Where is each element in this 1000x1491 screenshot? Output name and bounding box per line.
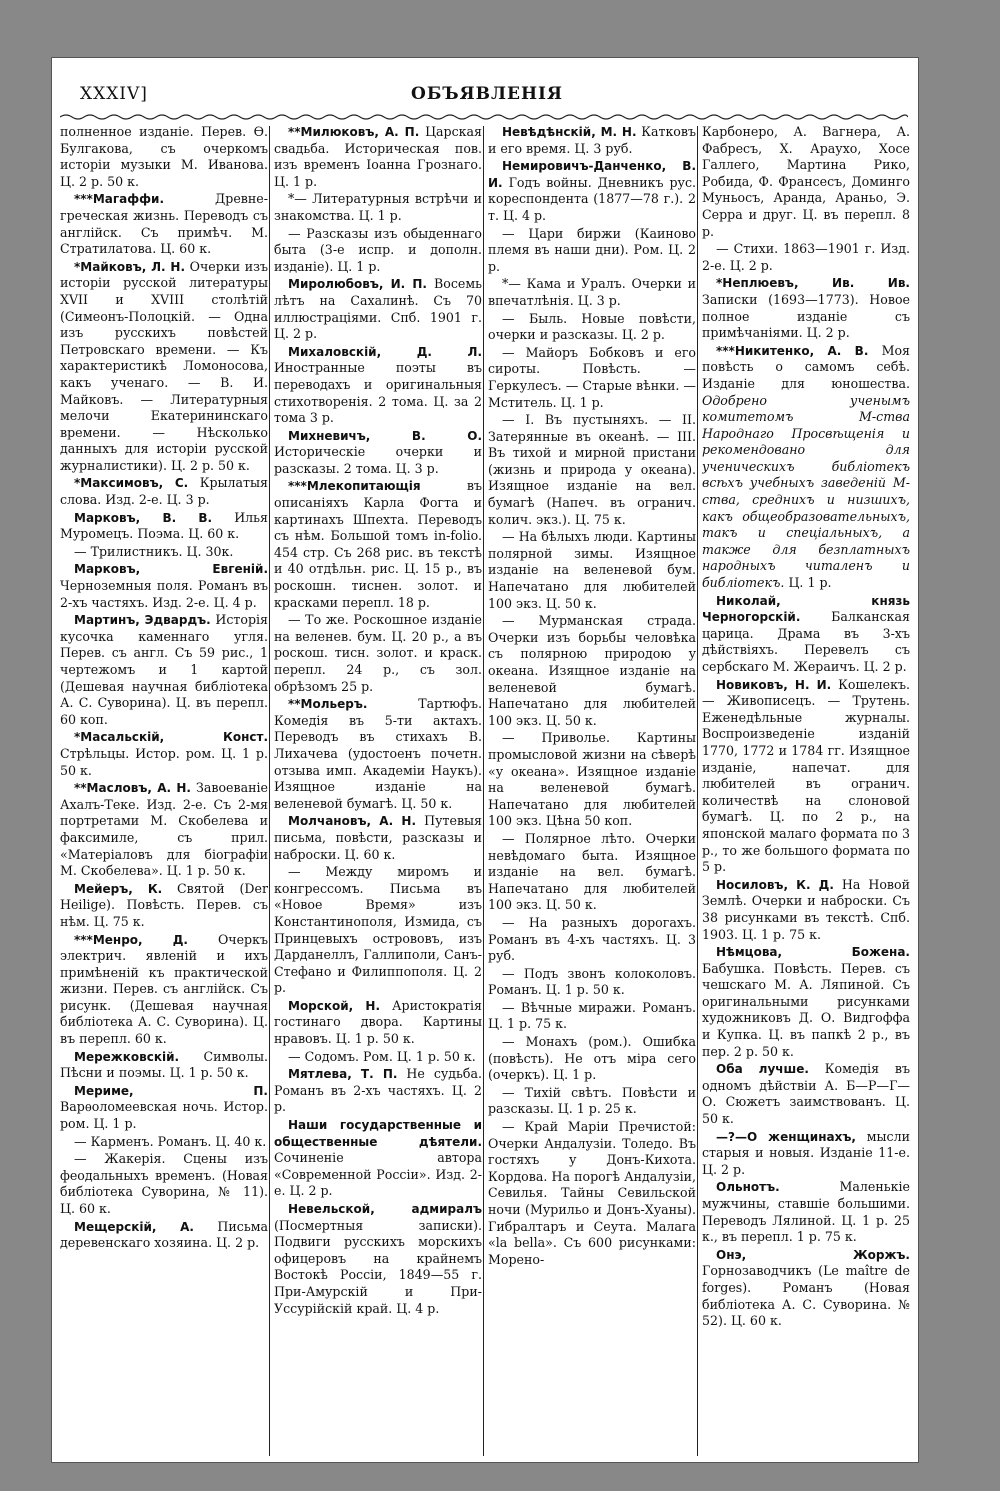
entry-text: Завоеваніе Ахалъ-Теке. Изд. 2-е. Съ 2-мя портретами М. Скобелева и факсимиле, съ прил. «Матеріаловъ для біографіи М. Скобелева». Ц. 1 р. 50 к. [60,780,268,879]
listing-entry [274,428,482,478]
entry-text: Илья Муромецъ. Поэма. Ц. 60 к. [60,509,268,542]
entry-text: Аристократія гостинаго двора. Картины нравовъ. Ц. 1 р. 50 к. [274,997,482,1047]
entry-text: — Трилистникъ. Ц. 30к. [74,543,234,559]
listing-entry [60,612,268,728]
listing-entry [60,510,268,543]
entry-author: Немировичъ-Данченко, В. И. [488,159,696,190]
entry-text: Древне-греческая жизнь. Переводъ съ англійск. Съ примѣч. М. Стратилатова. Ц. 60 к. [60,191,268,257]
entry-text: — Между миромъ и конгрессомъ. Письма въ «Новое Время» изъ Константинополя, Измида, съ Принцевыхъ острововъ, изъ Дарданеллъ, Галлиполи, Санъ-Стефано и Филиппополя. Ц. 2 р. [274,864,482,996]
entry-text: Варѳоломеевская ночь. Истор. ром. Ц. 1 р. [60,1099,268,1132]
listing-entry [488,226,696,276]
section-title: ОБЪЯВЛЕНІЯ [411,84,563,104]
entry-text: — Жакерія. Сцены изъ феодальныхъ временъ. (Новая библіотека Суворина, № 11). Ц. 60 к. [60,1151,268,1216]
entry-author: ***Менро, Д. [74,932,188,947]
entry-author: Николай, князь Черногорскій. [702,593,910,625]
entry-text: Стрѣльцы. Истор. ром. Ц. 1 р. 50 к. [60,745,268,778]
entry-price: Ц. 1 р. [788,575,832,591]
entry-author: Миролюбовъ, И. П. [288,277,427,292]
listing-entry [488,613,696,729]
listing-entry [702,677,910,876]
listing-entry [60,881,268,931]
entry-text: Восемь лѣтъ на Сахалинѣ. Съ 70 иллюстраціями. Спб. 1901 г. Ц. 2 р. [274,276,482,342]
entry-author: **Масловъ, А. Н. [74,781,191,796]
listing-entry [60,544,268,561]
listing-entry [274,478,482,611]
entry-text: — Быль. Новые повѣсти, очерки и разсказы. Ц. 2 р. [488,310,696,343]
listing-entry [702,1247,910,1330]
listing-entry [274,1201,482,1317]
entry-author: —?—О женщинахъ, [716,1129,856,1144]
entry-text: Историческіе очерки и разсказы. 2 тома. Ц. 3 р. [274,444,482,476]
listing-entry [60,729,268,779]
entry-author: Молчановъ, А. Н. [288,814,417,829]
entry-text: въ описаніяхъ Карла Фогта и картинахъ Шпехта. Переводъ съ нѣм. Большой томъ in-folio. 454 стр. Съ 268 рис. въ текстѣ и 40 отдѣльн. рис. Ц. 15 р., въ роскошн. тиснен. золот. и красками перепл. 18 р. [274,478,482,610]
listing-entry [274,191,482,224]
column-3 [488,124,696,1456]
entry-text: Очеркъ электрич. явленій и ихъ примѣненій къ практической жизни. Перев. съ англійск. Съ рисунк. (Дешевая научная библіотека А. С. Суворина). Ц. въ перепл. 60 к. [60,931,268,1047]
entry-text: Царская свадьба. Историческая пов. изъ временъ Іоанна Грознаго. Ц. 1 р. [274,124,482,189]
entry-text: Черноземныя поля. Романъ въ 2-хъ частяхъ. Изд. 2-е. Ц. 4 р. [60,578,268,610]
column-divider [697,126,698,1456]
listing-entry [274,1049,482,1066]
entry-text: Катковъ и его время. Ц. 3 руб. [488,124,696,156]
listing-entry [60,259,268,475]
entry-author: Марковъ, Евгеній. [74,562,268,577]
entry-author: Мережковскій. [74,1049,180,1064]
column-divider [483,126,484,1456]
entry-author: Мартинъ, Эдвардъ. [74,613,211,628]
document-page [52,58,918,1462]
listing-entry [488,158,696,224]
entry-author: Наши государственные и общественные дѣятели. [274,1118,482,1149]
column-4 [702,124,910,1456]
entry-text: — Стихи. 1863—1901 г. Изд. 2-е. Ц. 2 р. [702,241,910,273]
entry-text: — Содомъ. Ром. Ц. 1 р. 50 к. [288,1048,476,1064]
listing-entry [702,343,910,592]
entry-text: Очерки изъ исторіи русской литературы XVII и XVIII столѣтій (Симеонъ-Полоцкій. — Одна изъ русскихъ повѣстей Петровскаго времени. — Къ характеристикѣ Ломоносова, какъ ученаго. — В. И. Майковъ. — Литературныя мелочи Екатерининскаго времени. — Нѣсколько данныхъ для исторіи русской журналистики). Ц. 2 р. 50 к. [60,258,268,473]
entry-text: — Тихій свѣтъ. Повѣсти и разсказы. Ц. 1 р. 25 к. [488,1084,696,1117]
listing-entry [60,124,268,190]
entry-author: Мещерскій, А. [74,1219,194,1234]
listing-entry [488,1000,696,1033]
entry-text: Моя повѣсть о самомъ себѣ. Изданіе для юношества. [702,342,910,391]
listing-entry [702,877,910,943]
listing-entry [60,561,268,611]
entry-author: ***Магаффи. [74,192,165,207]
entry-author: Мериме, П. [74,1083,268,1098]
listing-entry [488,1034,696,1084]
entry-author: Нѣмцова, Божена. [716,945,910,960]
listing-entry [488,276,696,309]
entry-text: Святой (Der Heilige). Повѣсть. Перев. съ нѣм. Ц. 75 к. [60,880,268,929]
listing-entry [488,124,696,157]
column-2 [274,124,482,1456]
entry-text: — Мурманская страда. Очерки изъ борьбы человѣка съ полярною природою у океана. Изящное изданіе на веленевой бумагѣ. Напечатано для любителей 100 экз. Ц. 50 к. [488,613,696,728]
listing-entry [488,1085,696,1118]
listing-entry [702,124,910,240]
column-1 [60,124,268,1456]
listing-entry [488,311,696,344]
entry-text: — Карменъ. Романъ. Ц. 40 к. [74,1133,267,1149]
listing-entry [274,612,482,695]
listing-entry [702,275,910,341]
entry-text: Путевыя письма, повѣсти, разсказы и наброски. Ц. 60 к. [274,813,482,862]
listing-entry [274,813,482,863]
entry-text: Кошелекъ. — Живописецъ. — Трутень. Еженедѣльные журналы. Воспроизведеніе изданій 1770, 1772 и 1784 гг. Изящное изданіе, напечат. для любителей въ огранич. количествѣ на слоновой бумагѣ. Ц. по 2 р., на японской малаго формата по 3 р., то же большого формата по 5 р. [702,676,910,875]
listing-entry [702,241,910,274]
entry-text: — Вѣчные миражи. Романъ. Ц. 1 р. 75 к. [488,999,696,1032]
entry-text: (Посмертныя записки). Подвиги русскихъ морскихъ офицеровъ на крайнемъ Востокѣ Россіи, 1849—55 г. При-Амурскій и При-Уссурійскій край. Ц. 4 р. [274,1217,482,1316]
entry-text: Карбонеро, А. Вагнера, А. Фабресъ, Х. Араухо, Хосе Галлего, Мартина Рико, Робида, Ф. Франсесъ, Доминго Муньосъ, Аранда, Араньо, Э. Серра и друг. Ц. въ перепл. 8 р. [702,124,910,239]
listing-entry [60,1219,268,1252]
listing-entry [274,276,482,342]
listing-entry [274,1117,482,1200]
entry-text: Иностранные поэты въ переводахъ и оригинальныя стихотворенія. 2 тома. Ц. за 2 тома 3 р. [274,360,482,426]
ornamental-rule [60,113,908,121]
listing-entry [274,1066,482,1116]
entry-author: ***Млекопитающія [288,479,421,494]
entry-author: Михаловскій, Д. Л. [288,344,482,359]
listing-entry [702,1179,910,1245]
listing-entry [274,864,482,997]
entry-author: ***Никитенко, А. В. [716,343,869,358]
entry-text: — Монахъ (ром.). Ошибка (повѣсть). Не отъ міра сего (очеркъ). Ц. 1 р. [488,1034,696,1083]
entry-text: — На разныхъ дорогахъ. Романъ въ 4-хъ частяхъ. Ц. 3 руб. [488,914,696,964]
entry-text: *— Кама и Уралъ. Очерки и впечатлѣнія. Ц. 3 р. [488,276,696,308]
listing-entry [702,1061,910,1127]
entry-text: — Разсказы изъ обыденнаго быта (3-е испр. и дополн. изданіе). Ц. 1 р. [274,225,482,274]
listing-entry [274,998,482,1048]
page-number: XXXIV] [80,84,148,104]
entry-text: На Новой Землѣ. Очерки и наброски. Съ 38 рисунками въ текстѣ. Спб. 1903. Ц. 1 р. 75 к. [702,876,910,942]
listing-entry [274,124,482,190]
entry-author: Новиковъ, Н. И. [716,677,832,692]
listing-entry [488,915,696,965]
entry-text: мысли старыя и новыя. Изданіе 11-е. Ц. 2 р. [702,1128,910,1177]
entry-text: Горнозаводчикъ (Le maître de forges). Романъ (Новая библіотека А. С. Суворина. № 52). Ц. 60 к. [702,1263,910,1329]
entry-text: полненное изданіе. Перев. Ѳ. Булгакова, съ очеркомъ исторіи музыки М. Иванова. Ц. 2 р. 50 к. [60,124,268,189]
entry-text: Бабушка. Повѣсть. Перев. съ чешскаго М. А. Ляпиной. Съ оригинальными рисунками художниковъ Д. О. Видгоффа и Купка. Ц. въ папкѣ 2 р., въ пер. 2 р. 50 к. [702,960,910,1059]
entry-text: Не судьба. Романъ въ 2-хъ частяхъ. Ц. 2 р. [274,1066,482,1115]
entry-text: Письма деревенскаго хозяина. Ц. 2 р. [60,1218,268,1251]
listing-entry [702,944,910,1060]
listing-entry [702,1129,910,1179]
listing-entry [60,1083,268,1133]
column-divider [269,126,270,1456]
listing-entry [60,475,268,508]
entry-text: Тартюфъ. Комедія въ 5-ти актахъ. Переводъ въ стихахъ В. Лихачева (удостоенъ почетн. отзыва имп. Академіи Наукъ). Изящное изданіе на веленевой бумагѣ. Ц. 50 к. [274,696,482,811]
listing-entry [488,345,696,411]
entry-author: Мейеръ, К. [74,881,163,896]
listing-entry [488,412,696,528]
listing-entry [274,226,482,276]
listing-entry [60,780,268,880]
running-head [72,84,902,108]
entry-author: **Милюковъ, А. П. [288,125,420,139]
listing-entry [60,191,268,257]
entry-text: Исторія кусочка каменнаго угля. Перев. съ англ. Съ 59 рис., 1 чертежомъ и 1 картой (Дешевая научная библіотека А. С. Суворина). Ц. въ перепл. 60 коп. [60,612,268,727]
listing-entry [60,932,268,1048]
entry-text: — I. Въ пустыняхъ. — II. Затерянные въ океанѣ. — III. Въ тихой и мирной пристани (жизнь и природа у океана). Изящное изданіе на вел. бумагѣ (Напеч. въ огранич. колич. экз.). Ц. 75 к. [488,412,696,527]
entry-author: Невельской, адмиралъ [288,1202,482,1216]
entry-text: Крылатыя слова. Изд. 2-е. Ц. 3 р. [60,475,268,508]
entry-author: Михневичъ, В. О. [288,428,482,443]
entry-text: Сочиненіе автора «Современной Россіи». Изд. 2-е. Ц. 2 р. [274,1150,482,1199]
entry-text: Балканская царица. Драма въ 3-хъ дѣйствіяхъ. Перевелъ съ сербскаго М. Жераичъ. Ц. 2 р. [702,609,910,674]
entry-text: — Край Маріи Пречистой: Очерки Андалузіи. Толедо. Въ гостяхъ у Донъ-Кихота. Кордова. На порогѣ Андалузіи, Севилья. Тайны Севильской ночи (Мурильо и Донъ-Хуаны). Гибралтаръ и Сеута. Малага «la bella». Съ 600 рисунками: Морено- [488,1119,696,1267]
listing-entry [274,344,482,427]
entry-author: Онэ, Жоржъ. [716,1247,910,1262]
entry-text: — Приволье. Картины промысловой жизни на сѣверѣ «у океана». Изящное изданіе на веленевой бумагѣ. Напечатано для любителей 100 экз. Цѣна 50 коп. [488,730,696,829]
entry-text: — На бѣлыхъ люди. Картины полярной зимы. Изящное изданіе на веленевой бум. Напечатано для любителей 100 экз. Ц. 50 к. [488,529,696,611]
listing-entry [488,831,696,914]
entry-author: Ольнотъ. [716,1180,780,1195]
listing-entry [488,966,696,999]
entry-text: — Майоръ Бобковъ и его сироты. Повѣсть. — Геркулесъ. — Старые вѣнки. — Мститель. Ц. 1 р. [488,344,696,410]
entry-author: *Майковъ, Л. Н. [74,259,186,274]
entry-author: Оба лучше. [716,1062,809,1077]
entry-text: *— Литературныя встрѣчи и знакомства. Ц. 1 р. [274,191,482,223]
entry-text: — Цари биржи (Каиново племя въ наши дни). Ром. Ц. 2 р. [488,225,696,274]
entry-author: *Масальскій, Конст. [74,730,268,745]
listing-entry [60,1134,268,1151]
entry-text: — То же. Роскошное изданіе на веленев. бум. Ц. 20 р., а въ роскош. тисн. золот. и краск. перепл. 24 р., съ зол. обрѣзомъ 25 р. [274,612,482,694]
listing-entry [488,529,696,612]
entry-author: Морской, Н. [288,998,381,1013]
listing-entry [274,696,482,812]
entry-author: *Максимовъ, С. [74,476,189,491]
entry-text: — Подъ звонъ колоколовъ. Романъ. Ц. 1 р. 50 к. [488,965,696,998]
entry-author: *Неплюевъ, Ив. Ив. [716,276,910,291]
listing-entry [488,730,696,830]
listing-entry [60,1049,268,1082]
entry-text: Записки (1693—1773). Новое полное изданіе съ примѣчаніями. Ц. 2 р. [702,291,910,341]
entry-author: Марковъ, В. В. [74,510,213,525]
entry-text: Маленькіе мужчины, ставшіе большими. Переводъ Лялиной. Ц. 1 р. 25 к., въ перепл. 1 р. 75 к. [702,1179,910,1245]
listing-entry [488,1119,696,1268]
entry-text: Символы. Пѣсни и поэмы. Ц. 1 р. 50 к. [60,1048,268,1081]
entry-note: Одобрено ученымъ комитетомъ М-ства Народнаго Просвѣщенія и рекомендовано для ученическихъ библіотекъ всѣхъ учебныхъ заведеній М-ства, среднихъ и низшихъ, какъ общеобразовательныхъ, такъ и спеціальныхъ, а также для безплатныхъ народныхъ читаленъ и библіотекъ. [702,392,910,591]
entry-text: — Полярное лѣто. Очерки невѣдомаго быта. Изящное изданіе на вел. бумагѣ. Напечатано для любителей 100 экз. Ц. 50 к. [488,830,696,913]
entry-text: Комедія въ одномъ дѣйствіи А. Б—Р—Г—О. Сюжетъ заимствованъ. Ц. 50 к. [702,1061,910,1127]
entry-text: Годъ войны. Дневникъ рус. кореспондента (1877—78 г.). 2 т. Ц. 4 р. [488,174,696,223]
listing-entry [60,1151,268,1217]
entry-author: **Мольеръ. [288,697,368,712]
listing-entry [702,593,910,676]
entry-author: Невѣдѣнскій, М. Н. [502,125,637,139]
entry-author: Мятлева, Т. П. [288,1067,398,1082]
entry-author: Носиловъ, К. Д. [716,877,834,892]
